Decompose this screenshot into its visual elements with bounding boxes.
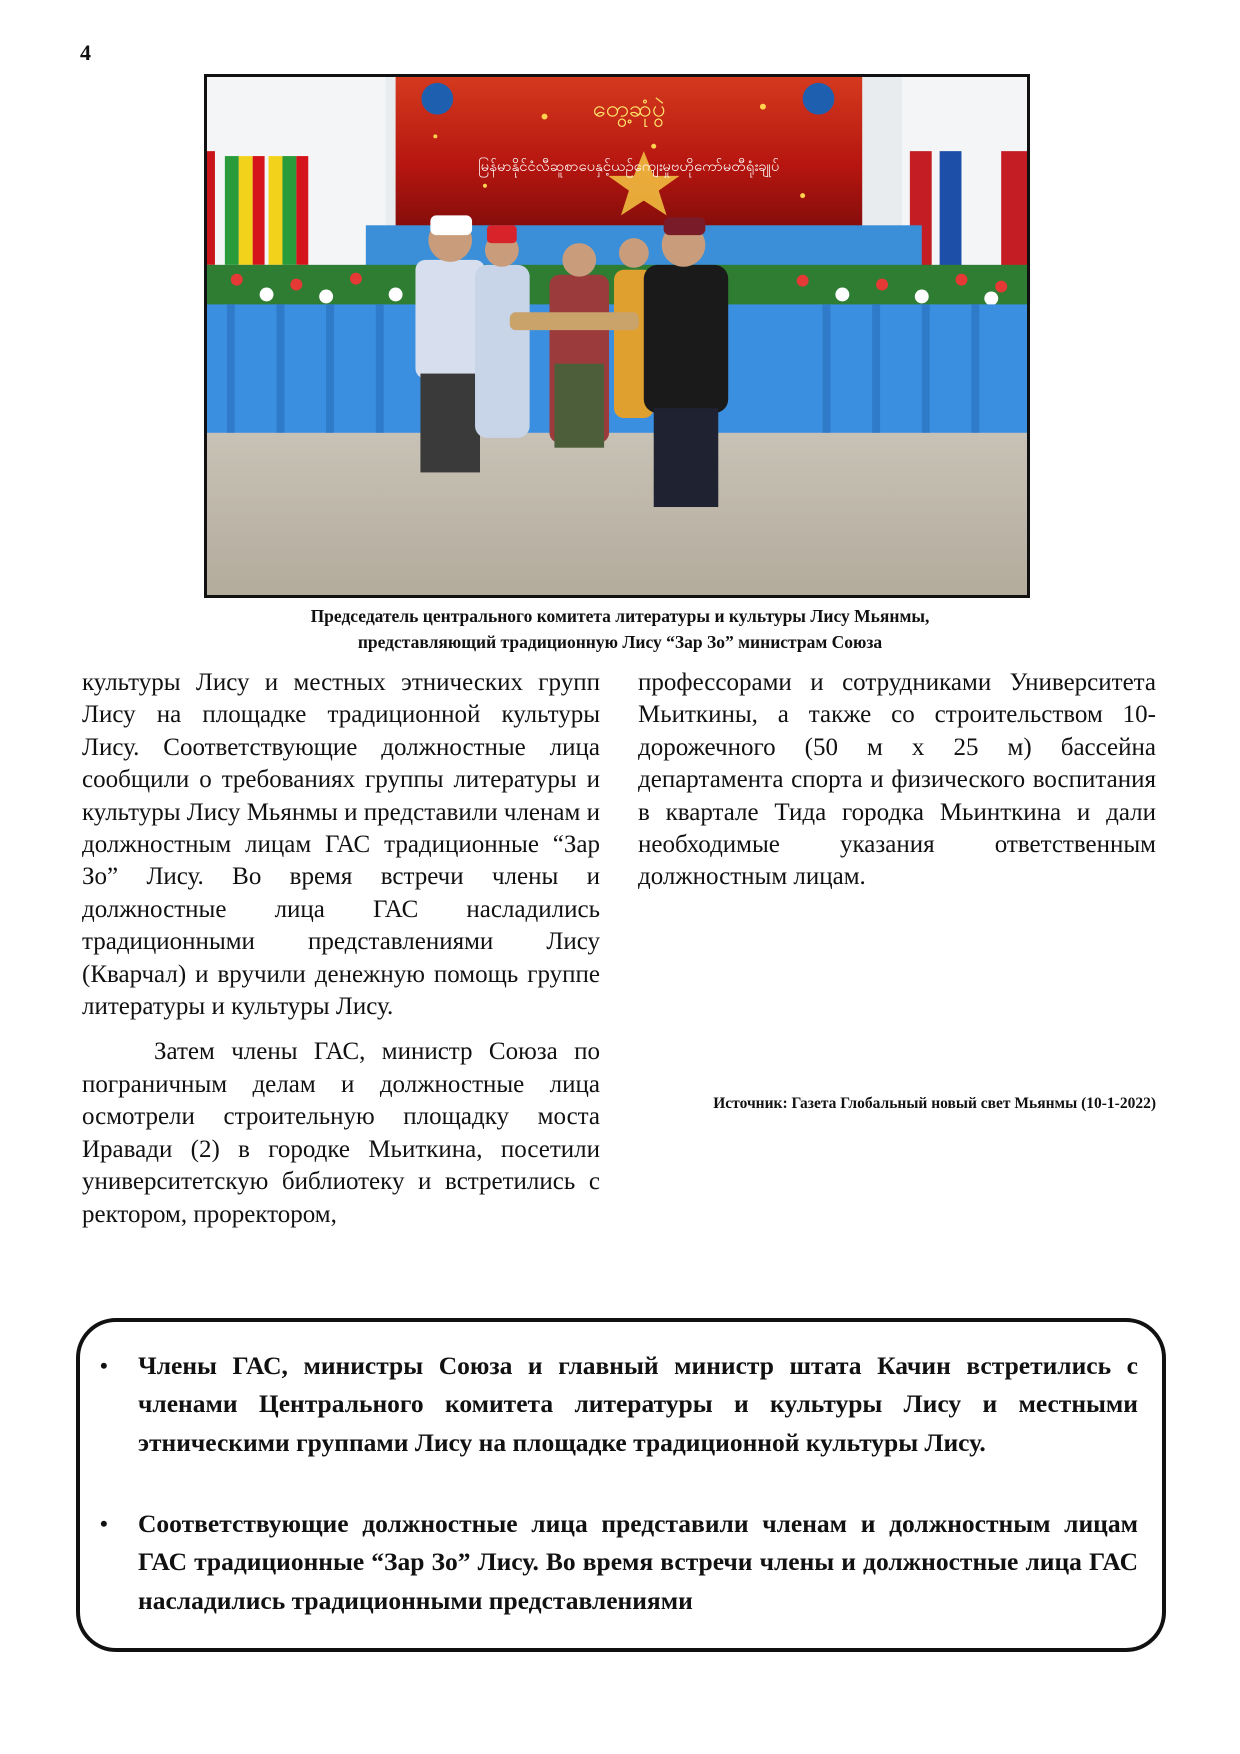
caption-line-2: представляющий традиционную Лису “Зар Зо” министрам Союза	[357, 632, 883, 652]
banner-title: တွေ့ဆုံပွဲ	[592, 94, 666, 123]
banner-subtitle: မြန်မာနိုင်ငံလီဆူစာပေနှင့်ယဉ်ကျေးမှုဗဟိုကော်မတီရုံးချုပ်	[478, 156, 780, 175]
summary-box	[76, 1318, 1166, 1652]
caption-line-1: Председатель центрального комитета литературы и культуры Лису Мьянмы,	[310, 606, 930, 626]
source-note: Источник: Газета Глобальный новый свет Мьянмы (10-1-2022)	[713, 1095, 1156, 1112]
bullet-icon: •	[100, 1353, 108, 1378]
article-paragraph: Затем члены ГАС, министр Союза по пограничным делам и должностные лица осмотрели строительную площадку моста Иравади (2) в городке Мьиткина, посетили университетскую библиотеку и встретились с ректором, проректором,	[82, 1038, 600, 1228]
article-column-right	[638, 667, 1156, 894]
article-paragraph: культуры Лису и местных этнических групп Лису на площадке традиционной культуры Лису. Соответствующие должностные лица сообщили о требованиях группы литературы и культуры Лису Мьянмы и представили членам и должностным лицам ГАС традиционные “Зар Зо” Лису. Во время встречи члены и должностные лица ГАС насладились традиционными представлениями Лису (Кварчал) и вручили денежную помощь группе литературы и культуры Лису.	[82, 669, 600, 1021]
summary-item-text: Члены ГАС, министры Союза и главный министр штата Качин встретились с членами Центрального комитета литературы и культуры Лису и местными этническими группами Лису на площадке традиционной культуры Лису.	[138, 1351, 1138, 1457]
ceremony-photo	[204, 74, 1030, 598]
article-column-left	[82, 667, 600, 1231]
summary-item	[100, 1505, 1138, 1620]
summary-item	[100, 1347, 1138, 1462]
summary-item-text: Соответствующие должностные лица представили членам и должностным лицам ГАС традиционные “Зар Зо” Лису. Во время встречи члены и должностные лица ГАС насладились традиционными представлениями	[138, 1509, 1138, 1615]
photo-caption	[150, 603, 1090, 655]
page-number: 4	[80, 40, 91, 65]
article-paragraph: профессорами и сотрудниками Университета Мьиткины, а также со строительством 10- дорожечного (50 м х 25 м) бассейна департамента спорта и физического воспитания в квартале Тида городка Мьинткина и дали необходимые указания ответственным должностным лицам.	[638, 669, 1156, 891]
bullet-icon: •	[100, 1511, 108, 1536]
